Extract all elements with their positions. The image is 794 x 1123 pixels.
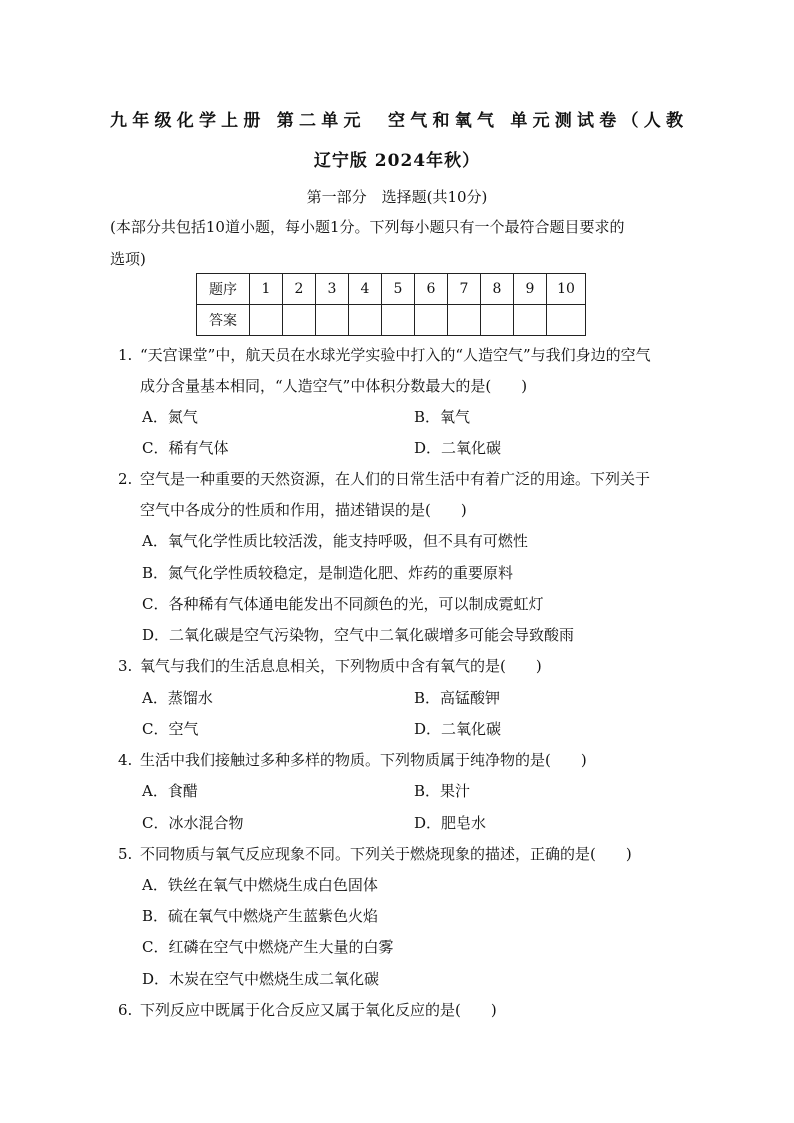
question-number-cell: 10 — [547, 274, 586, 305]
question-number-cell: 9 — [514, 274, 547, 305]
question-text: 不同物质与氧气反应现象不同。下列关于燃烧现象的描述，正确的是( ) — [140, 845, 632, 863]
question-1-option-c: C．稀有气体 — [142, 439, 229, 457]
question-5-option-c: C．红磷在空气中燃烧产生大量的白雾 — [142, 938, 394, 956]
question-number-cell: 4 — [349, 274, 382, 305]
row-header-number: 题序 — [197, 274, 250, 305]
question-2-option-d: D．二氧化碳是空气污染物，空气中二氧化碳增多可能会导致酸雨 — [142, 626, 575, 644]
question-number-cell: 3 — [316, 274, 349, 305]
answer-cell[interactable] — [283, 305, 316, 336]
question-number: 6. — [118, 1001, 133, 1019]
question-2-stem — [118, 468, 684, 489]
question-3-option-d: D．二氧化碳 — [414, 720, 502, 738]
question-number: 4. — [118, 751, 133, 769]
question-1-stem — [118, 344, 684, 365]
question-2-option-b: B．氮气化学性质较稳定，是制造化肥、炸药的重要原料 — [142, 564, 514, 582]
exam-title-line2: 辽宁版 2024年秋） — [313, 151, 481, 171]
question-4-option-a: A．食醋 — [142, 782, 198, 800]
row-header-answer: 答案 — [197, 305, 250, 336]
question-number-cell: 7 — [448, 274, 481, 305]
question-3-option-a: A．蒸馏水 — [142, 689, 213, 707]
exam-title-line1: 九年级化学上册 第二单元 空气和氧气 单元测试卷（人教 — [110, 111, 684, 131]
question-5-option-b: B．硫在氧气中燃烧产生蓝紫色火焰 — [142, 907, 379, 925]
question-1-option-d: D．二氧化碳 — [414, 439, 502, 457]
question-4-stem — [118, 749, 684, 770]
question-6-stem — [118, 999, 684, 1020]
answer-cell[interactable] — [250, 305, 283, 336]
answer-cell[interactable] — [547, 305, 586, 336]
answer-cell[interactable] — [316, 305, 349, 336]
question-number: 5. — [118, 845, 133, 863]
question-2-stem-cont: 空气中各成分的性质和作用，描述错误的是( ) — [140, 501, 467, 519]
question-text: 下列反应中既属于化合反应又属于氧化反应的是( ) — [140, 1001, 497, 1019]
section-instructions-line2: 选项) — [110, 250, 146, 268]
question-number: 1. — [118, 346, 133, 364]
question-text: “天宫课堂”中，航天员在水球光学实验中打入的“人造空气”与我们身边的空气 — [140, 346, 651, 364]
question-number-cell: 8 — [481, 274, 514, 305]
answer-cell[interactable] — [481, 305, 514, 336]
question-2-option-a: A．氧气化学性质比较活泼，能支持呼吸，但不具有可燃性 — [142, 532, 528, 550]
answer-table-number-row — [197, 274, 586, 305]
question-5-option-a: A．铁丝在氧气中燃烧生成白色固体 — [142, 876, 378, 894]
answer-cell[interactable] — [448, 305, 481, 336]
question-3-stem — [118, 655, 684, 676]
answer-cell[interactable] — [415, 305, 448, 336]
question-1-stem-cont: 成分含量基本相同，“人造空气”中体积分数最大的是( ) — [140, 377, 528, 395]
answer-table-answer-row — [197, 305, 586, 336]
question-number-cell: 2 — [283, 274, 316, 305]
question-2-option-c: C．各种稀有气体通电能发出不同颜色的光，可以制成霓虹灯 — [142, 595, 544, 613]
answer-cell[interactable] — [514, 305, 547, 336]
question-number: 2. — [118, 470, 133, 488]
question-3-option-b: B．高锰酸钾 — [414, 689, 501, 707]
question-1-option-a: A．氮气 — [142, 408, 198, 426]
question-1-option-b: B．氧气 — [414, 408, 471, 426]
answer-table — [196, 273, 586, 336]
question-5-option-d: D．木炭在空气中燃烧生成二氧化碳 — [142, 970, 380, 988]
answer-cell[interactable] — [382, 305, 415, 336]
question-5-stem — [118, 843, 684, 864]
question-4-option-d: D．肥皂水 — [414, 814, 487, 832]
question-number-cell: 6 — [415, 274, 448, 305]
question-text: 生活中我们接触过多种多样的物质。下列物质属于纯净物的是( ) — [140, 751, 587, 769]
question-text: 空气是一种重要的天然资源，在人们的日常生活中有着广泛的用途。下列关于 — [140, 470, 651, 488]
question-number-cell: 1 — [250, 274, 283, 305]
question-number: 3. — [118, 657, 133, 675]
section-title: 第一部分 选择题(共10分) — [306, 188, 488, 206]
question-3-option-c: C．空气 — [142, 720, 199, 738]
answer-cell[interactable] — [349, 305, 382, 336]
question-text: 氧气与我们的生活息息相关，下列物质中含有氧气的是( ) — [140, 657, 542, 675]
section-instructions-line1: (本部分共包括10道小题，每小题1分。下列每小题只有一个最符合题目要求的 — [110, 218, 625, 236]
question-4-option-b: B．果汁 — [414, 782, 471, 800]
question-4-option-c: C．冰水混合物 — [142, 814, 244, 832]
question-number-cell: 5 — [382, 274, 415, 305]
